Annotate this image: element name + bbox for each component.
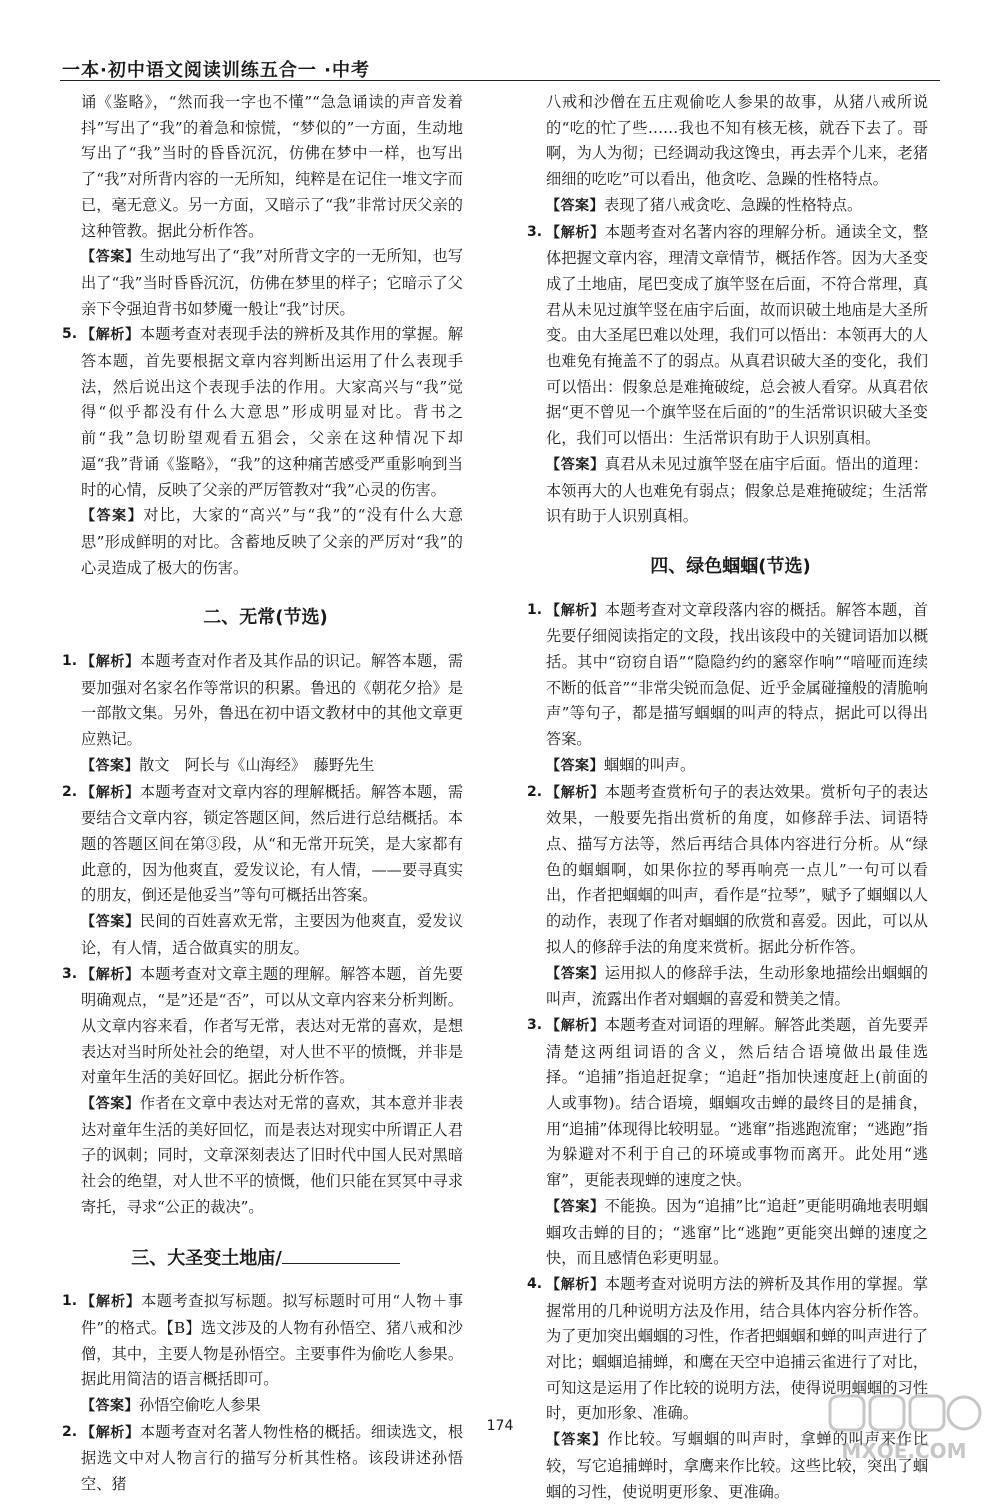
question-number: 2. (527, 783, 543, 800)
answer-block (533, 753, 928, 780)
answer-label: 【答案】 (81, 508, 144, 525)
question-item (527, 1013, 928, 1194)
question-item (62, 962, 463, 1092)
question-number: 3. (527, 1016, 543, 1033)
section-title: 四、绿色蝈蝈(节选) (650, 555, 811, 577)
watermark-logo-icon (824, 1392, 984, 1468)
answer-text: 民间的百姓喜欢无常，主要因为他爽直，爱发议论，有人情，适合做真实的朋友。 (81, 912, 463, 957)
answer-label: 【答案】 (81, 249, 140, 266)
answer-text: 不能换。因为“追捕”比“追赶”更能明确地表明蝈蝈攻击蝉的目的；“逃窜”比“逃跑”更能突出蝉的速度之快，而且感情色彩更明显。 (546, 1196, 929, 1268)
question-item (527, 780, 928, 961)
answer-block (533, 961, 928, 1013)
answer-block (68, 1393, 463, 1420)
analysis-label: 【解析】 (81, 654, 140, 671)
section-title (68, 1245, 463, 1272)
question-number: 4. (527, 1275, 543, 1292)
question-number: 1. (527, 601, 543, 618)
answer-block (533, 1194, 928, 1272)
question-number: 5. (62, 326, 78, 343)
analysis-text: 本题考查对名著人物性格的概括。细读选文，根据选文中对人物言行的描写分析其性格。该段讲述孙悟空、猪 (81, 1422, 463, 1494)
answer-block (68, 1091, 463, 1221)
analysis-text: 本题考查拟写标题。拟写标题时可用“人物＋事件”的格式。【B】选文涉及的人物有孙悟空、猪八戒和沙僧，其中，主要人物是孙悟空。主要事件为偷吃人参果。据此用简洁的语言概括即可。 (81, 1292, 464, 1389)
analysis-text: 本题考查对词语的理解。解答此类题，首先要弄清楚这两组词语的含义，然后结合语境做出最佳选择。“追捕”指追赶捉拿；“追赶”指加快速度赶上(前面的人或事物)。结合语境，蝈蝈攻击蝉的最终目的是捕食，用“追捕”体现得比较明显。“逃窜”指逃跑流窜；“逃跑”指为躲避对不利于自己的环境或事物而离开。此处用“逃窜”，更能表现蝉的速度之快。 (546, 1015, 928, 1190)
question-item (527, 220, 928, 452)
analysis-text: 本题考查对表现手法的辨析及其作用的掌握。解答本题，首先要根据文章内容判断出运用了什么表现手法，然后说出这个表现手法的作用。大家高兴与“我”觉得“似乎都没有什么大意思”形成明显对比。背书之前“我”急切盼望观看五猖会，父亲在这种情况下却逼“我”背诵《鉴略》，“我”的这种痛苦感受严重影响到当时的心情，反映了父亲的严厉管教对“我”心灵的伤害。 (81, 325, 463, 499)
fill-in-blank-line (282, 1245, 400, 1264)
answer-label: 【答案】 (546, 757, 604, 774)
question-item (62, 322, 463, 503)
analysis-text: 本题考查赏析句子的表达效果。赏析句子的表达效果，一般要先指出赏析的角度，如修辞手法、词语特点、描写方法等，然后再结合具体内容进行分析。从“绿色的蝈蝈啊，如果你拉的琴再响亮一点儿”一句可以看出，作者把蝈蝈的叫声，看作是“拉琴”，赋予了蝈蝈以人的动作，表现了作者对蝈蝈的欣赏和喜爱。因此，可以从拟人的修辞手法的角度来赏析。据此分析作答。 (546, 782, 928, 956)
intro-analysis-continued: 诵《鉴略》，“然而我一字也不懂”“急急诵读的声音发着抖”写出了“我”的着急和惊慌，“梦似的”一方面，生动地写出了“我”当时的昏昏沉沉，仿佛在梦中一样，也写出了“我”对所背内容的一无所知，纯粹是在记住一堆文字而已，毫无意义。另一方面，又暗示了“我”非常讨厌父亲的这种管教。据此分析作答。 (81, 93, 463, 240)
question-number: 3. (527, 223, 543, 240)
answer-label: 【答案】 (546, 1198, 605, 1215)
analysis-text: 本题考查对作者及其作品的识记。解答本题，需要加强对名家名作等常识的积累。鲁迅的《朝花夕拾》是一部散文集。另外，鲁迅在初中语文教材中的其他文章更应熟记。 (81, 652, 463, 749)
right-column (527, 90, 929, 1505)
question-number: 1. (62, 1293, 78, 1310)
question-number: 2. (62, 1423, 78, 1440)
section-title-text: 三、大圣变土地庙/ (131, 1247, 282, 1269)
answer-label: 【答案】 (546, 1432, 608, 1449)
answer-block (533, 452, 928, 530)
answer-label: 【答案】 (81, 1096, 140, 1113)
answer-text: 运用拟人的修辞手法，生动形象地描绘出蝈蝈的叫声，流露出作者对蝈蝈的喜爱和赞美之情。 (546, 963, 928, 1009)
answer-block (68, 503, 463, 581)
question-item (62, 780, 463, 910)
answer-label: 【答案】 (81, 1398, 139, 1415)
answer-text: 对比，大家的“高兴”与“我”的“没有什么大意思”形成鲜明的对比。含蓄地反映了父亲的严厉对“我”的心灵造成了极大的伤害。 (81, 506, 464, 577)
answer-text: 真君从未见过旗竿竖在庙宇后面。悟出的道理：本领再大的人也难免有弱点；假象总是难掩破绽；生活常识有助于人识别真相。 (546, 454, 928, 526)
question-number: 3. (62, 965, 78, 982)
answer-block (68, 753, 463, 780)
watermark-text: MXQE.COM (841, 1439, 967, 1463)
question-number: 1. (62, 653, 78, 670)
analysis-text: 本题考查对名著内容的理解分析。通读全文，整体把握文章内容，理清文章情节，概括作答。因为大圣变成了土地庙，尾巴变成了旗竿竖在后面，不符合常理，真君从未见过旗竿竖在庙宇后面，故而识破土地庙是大圣所变。由大圣尾巴难以处理，我们可以悟出：本领再大的人也难免有掩盖不了的弱点。从真君识破大圣的变化，我们可以悟出：假象总是难掩破绽，总会被人看穿。从真君依据“更不曾见一个旗竿竖在后面的”的生活常识识破大圣变化，我们可以悟出：生活常识有助于人识别真相。 (546, 222, 928, 448)
analysis-text: 本题考查对文章主题的理解。解答本题，首先要明确观点，“是”还是“否”，可以从文章内容来分析判断。从文章内容来看，作者写无常，表达对无常的喜欢，是想表达对当时所处社会的绝望，对人世不平的愤慨，并非是对童年生活的美好回忆。据此分析作答。 (81, 964, 463, 1087)
left-column (62, 90, 464, 1498)
answer-text: 孙悟空偷吃人参果 (139, 1396, 261, 1415)
answer-label: 【答案】 (81, 757, 139, 774)
analysis-text: 本题考查对文章内容的理解概括。解答本题，需要结合文章内容，锁定答题区间，然后进行总结概括。本题的答题区间在第③段，从“和无常开玩笑，是大家都有此意的，因为他爽直，爱发议论，有人情，——要寻真实的朋友，倒还是他妥当”等句可概括出答案。 (81, 782, 463, 905)
section-title: 二、无常(节选) (203, 607, 328, 629)
analysis-text: 本题考查对文章段落内容的概括。解答本题，首先要仔细阅读指定的文段，找出该段中的关键词语加以概括。其中“窃窃自语”“隐隐约约的窸窣作响”“喑哑而连续不断的低音”“非常尖锐而急促、近乎金属碰撞般的清脆响声”等句子，都是描写蝈蝈的叫声的特点，据此可以得出答案。 (546, 600, 928, 749)
answer-text: 表现了猪八戒贪吃、急躁的性格特点。 (604, 195, 863, 214)
analysis-label: 【解析】 (81, 784, 140, 801)
answer-label: 【答案】 (546, 965, 605, 982)
answer-text: 散文 阿长与《山海经》 藤野先生 (139, 755, 375, 774)
analysis-label: 【解析】 (546, 1276, 605, 1293)
answer-block (68, 244, 463, 322)
analysis-text: 本题考查对说明方法的辨析及其作用的掌握。掌握常用的几种说明方法及作用，结合具体内容分析作答。为了更加突出蝈蝈的习性，作者把蝈蝈和蝉的叫声进行了对比；蝈蝈追捕蝉，和鹰在天空中追捕云雀进行了对比，可知这是运用了作比较的说明方法，使得说明蝈蝈的习性时，更加形象、准确。 (546, 1274, 928, 1423)
analysis-label: 【解析】 (546, 224, 605, 241)
analysis-label: 【解析】 (81, 327, 140, 344)
analysis-label: 【解析】 (546, 602, 605, 619)
analysis-label: 【解析】 (81, 1294, 142, 1311)
analysis-label: 【解析】 (546, 1017, 605, 1034)
answer-text: 作比较。写蝈蝈的叫声时，拿蝉的叫声来作比较，写它追捕蝉时，拿鹰来作比较。这些比较，突出了蝈蝈的习性，使说明更形象、更准确。 (546, 1430, 929, 1501)
analysis-label: 【解析】 (81, 966, 140, 983)
answer-block (533, 193, 928, 220)
answer-text: 蝈蝈的叫声。 (604, 755, 696, 774)
question-item (527, 598, 928, 753)
analysis-label: 【解析】 (81, 1424, 140, 1441)
analysis-continued: 八戒和沙僧在五庄观偷吃人参果的故事，从猪八戒所说的“吃的忙了些……我也不知有核无核，就吞下去了。哥啊，为人为彻；已经调动我这馋虫，再去弄个儿来，老猪细细的吃吃”可以看出，他贪吃、急躁的性格特点。 (546, 93, 928, 189)
page-number: 174 (486, 1418, 514, 1434)
answer-label: 【答案】 (546, 197, 604, 214)
question-number: 2. (62, 783, 78, 800)
answer-label: 【答案】 (546, 456, 605, 473)
answer-block (68, 909, 463, 961)
answer-text: 作者在文章中表达对无常的喜欢，其本意并非表达对童年生活的美好回忆，而是表达对现实中所谓正人君子的讽刺；同时，文章深刻表达了旧时代中国人民对黑暗社会的绝望，对人世不平的愤慨，他们只能在冥冥中寻求寄托，寻求“公正的裁决”。 (81, 1094, 463, 1216)
answer-label: 【答案】 (81, 914, 140, 931)
page-header: 一本·初中语文阅读训练五合一 ·中考 (62, 60, 370, 81)
answer-text: 生动地写出了“我”对所背文字的一无所知，也写出了“我”当时昏昏沉沉，仿佛在梦里的样子；它暗示了父亲下令强迫背书如梦魇一般让“我”讨厌。 (81, 247, 464, 318)
question-item (62, 1289, 464, 1393)
question-item (62, 649, 463, 753)
analysis-label: 【解析】 (546, 784, 605, 801)
header-divider (60, 80, 940, 81)
